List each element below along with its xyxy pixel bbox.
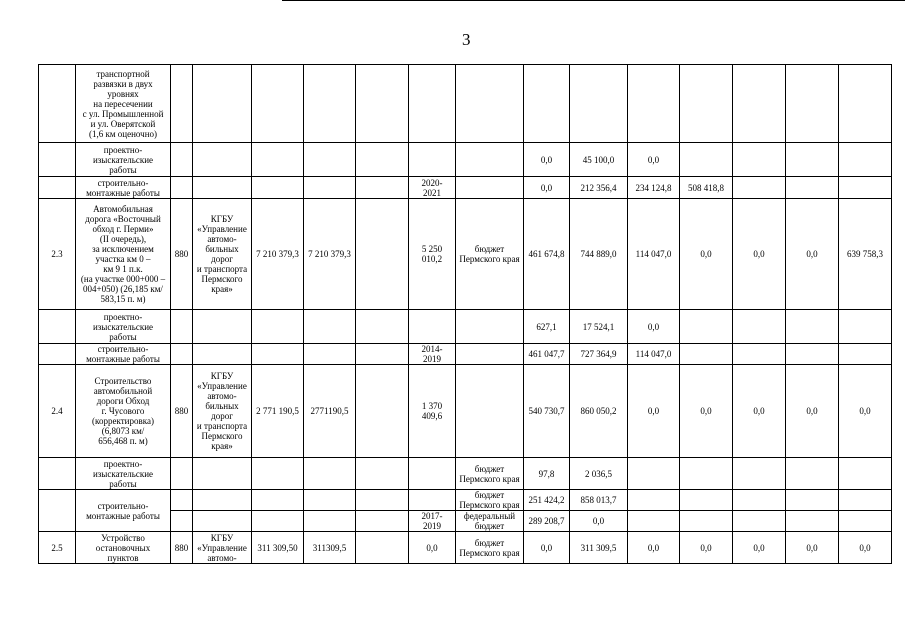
amount-cell: 0,0: [524, 177, 570, 199]
amount-cell: 97,8: [524, 458, 570, 490]
amount-cell: 0,0: [786, 532, 839, 564]
code-cell: 880: [171, 365, 193, 458]
table-row: [39, 458, 892, 490]
amount-cell: 860 050,2: [570, 365, 628, 458]
years-cell: 2017- 2019: [409, 511, 456, 532]
amount-cell: 0,0: [733, 199, 786, 310]
spent-cell: 5 250 010,2: [409, 199, 456, 310]
table-row: [39, 344, 892, 365]
cost-cell: 7 210 379,3: [304, 199, 356, 310]
amount-cell: 251 424,2: [524, 490, 570, 511]
table-row: [39, 532, 892, 564]
amount-cell: 461 674,8: [524, 199, 570, 310]
cost-cell: 311309,5: [304, 532, 356, 564]
funding-source: бюджет Пермского края: [456, 199, 524, 310]
amount-cell: 212 356,4: [570, 177, 628, 199]
amount-cell: 289 208,7: [524, 511, 570, 532]
work-type: проектно- изыскательские работы: [76, 310, 171, 344]
amount-cell: 114 047,0: [628, 344, 680, 365]
amount-cell: 0,0: [839, 365, 892, 458]
customer-cell: КГБУ «Управление автомо- бильных дорог и транспорта Пермского края»: [193, 199, 252, 310]
amount-cell: 0,0: [628, 532, 680, 564]
years-cell: 2014- 2019: [409, 344, 456, 365]
spent-cell: 0,0: [409, 532, 456, 564]
cost-cell: 2771190,5: [304, 365, 356, 458]
amount-cell: 0,0: [628, 143, 680, 177]
table-row: [39, 177, 892, 199]
amount-cell: 727 364,9: [570, 344, 628, 365]
table-row: [39, 65, 892, 143]
object-name: Строительство автомобильной дороги Обход г. Чусового (корректировка) (6,8073 км/ 656,468 п. м): [76, 365, 171, 458]
object-name: транспортной развязки в двух уровнях на пересечении с ул. Промышленной и ул. Оверятской (1,6 км оценочно): [76, 65, 171, 143]
work-type: строительно- монтажные работы: [76, 490, 171, 532]
amount-cell: 0,0: [628, 365, 680, 458]
amount-cell: 114 047,0: [628, 199, 680, 310]
cost-cell: 7 210 379,3: [252, 199, 304, 310]
amount-cell: 0,0: [839, 532, 892, 564]
amount-cell: 0,0: [524, 143, 570, 177]
table-row: [39, 310, 892, 344]
amount-cell: 45 100,0: [570, 143, 628, 177]
years-cell: 2020- 2021: [409, 177, 456, 199]
funding-source: федеральный бюджет: [456, 511, 524, 532]
amount-cell: 0,0: [628, 310, 680, 344]
amount-cell: 639 758,3: [839, 199, 892, 310]
work-type: строительно- монтажные работы: [76, 177, 171, 199]
customer-cell: КГБУ «Управление автомо- бильных дорог и транспорта Пермского края»: [193, 365, 252, 458]
amount-cell: 540 730,7: [524, 365, 570, 458]
work-type: строительно- монтажные работы: [76, 344, 171, 365]
amount-cell: 508 418,8: [680, 177, 733, 199]
amount-cell: 0,0: [524, 532, 570, 564]
amount-cell: 2 036,5: [570, 458, 628, 490]
amount-cell: 311 309,5: [570, 532, 628, 564]
amount-cell: 0,0: [733, 532, 786, 564]
customer-cell: КГБУ «Управление автомо-: [193, 532, 252, 564]
amount-cell: 627,1: [524, 310, 570, 344]
table-row: [39, 365, 892, 458]
spent-cell: 1 370 409,6: [409, 365, 456, 458]
amount-cell: 17 524,1: [570, 310, 628, 344]
funding-source: бюджет Пермского края: [456, 490, 524, 511]
amount-cell: 234 124,8: [628, 177, 680, 199]
item-number: 2.3: [39, 199, 76, 310]
table-row: [39, 143, 892, 177]
amount-cell: 0,0: [733, 365, 786, 458]
top-rule: [282, 0, 905, 1]
item-number: 2.5: [39, 532, 76, 564]
code-cell: 880: [171, 532, 193, 564]
amount-cell: 744 889,0: [570, 199, 628, 310]
work-type: проектно- изыскательские работы: [76, 458, 171, 490]
item-number: 2.4: [39, 365, 76, 458]
table-row: [39, 490, 892, 511]
amount-cell: 0,0: [680, 199, 733, 310]
amount-cell: 0,0: [680, 365, 733, 458]
funding-source: бюджет Пермского края: [456, 532, 524, 564]
code-cell: 880: [171, 199, 193, 310]
work-type: проектно- изыскательские работы: [76, 143, 171, 177]
amount-cell: 0,0: [786, 365, 839, 458]
amount-cell: 461 047,7: [524, 344, 570, 365]
amount-cell: 858 013,7: [570, 490, 628, 511]
object-name: Устройство остановочных пунктов: [76, 532, 171, 564]
cost-cell: 311 309,50: [252, 532, 304, 564]
table-row: [39, 199, 892, 310]
page-number: 3: [462, 30, 471, 49]
program-table: [38, 64, 892, 564]
amount-cell: 0,0: [570, 511, 628, 532]
funding-source: бюджет Пермского края: [456, 458, 524, 490]
object-name: Автомобильная дорога «Восточный обход г. Перми» (II очередь), за исключением участка км 0 – км 9 1 п.к. (на участке 000+000 – 004+050) (26,185 км/ 583,15 п. м): [76, 199, 171, 310]
amount-cell: 0,0: [680, 532, 733, 564]
amount-cell: 0,0: [786, 199, 839, 310]
cost-cell: 2 771 190,5: [252, 365, 304, 458]
